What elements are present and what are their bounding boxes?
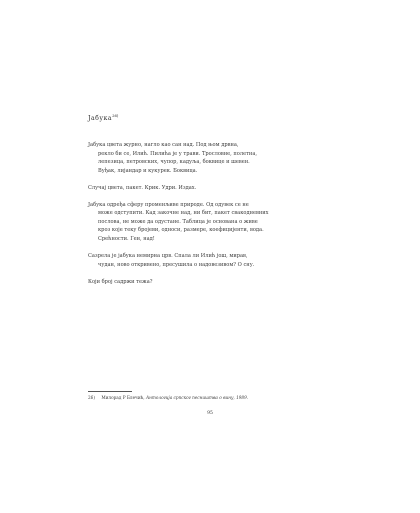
- text-line: Случај цвета, пакет. Крик. Удри. Издах.: [88, 184, 197, 191]
- paragraph-4: [88, 252, 318, 269]
- text-line: рекло би се, Илић. Пилића је у трави. Трословне, полетна,: [98, 150, 257, 157]
- poem-body: [88, 141, 318, 295]
- footnote-reference: 26): [112, 113, 119, 118]
- paragraph-1: [88, 141, 318, 175]
- footnote: [88, 395, 248, 400]
- paragraph-3: [88, 201, 318, 244]
- text-line: Јабука одређа сферу променљиве природе. Од одувек се не: [88, 201, 249, 208]
- text-line: послова, не може да одустане. Таблица је основана о живе: [98, 218, 258, 225]
- page-number: 95: [207, 411, 213, 416]
- footnote-divider: [88, 391, 132, 392]
- text-line: лепезица, петровских, чупор, кадуља, боквице и шевен.: [98, 159, 250, 166]
- text-line: Вуђак, лијандар и кукурек. Боквица.: [98, 167, 198, 174]
- text-line: Сазрела је јабука немирна црв. Спала ли Илић још, мирав,: [88, 253, 248, 260]
- paragraph-5: [88, 278, 318, 287]
- poem-title: [88, 113, 118, 122]
- footnote-author: Милорад Р Блечић,: [101, 395, 145, 400]
- poem-title-text: Јабука: [88, 115, 113, 123]
- footnote-work: Антологија српског песништва о вину, 1989.: [146, 395, 249, 400]
- text-line: кроз које теку бројеви, односи, размере, коефицијенти, вода.: [98, 227, 264, 234]
- footnote-number: 26): [88, 395, 95, 400]
- text-line: може одступити. Кад закочне над, ни бит, пакет свакодневних: [98, 210, 269, 217]
- text-line: Јабука цвета журно, нагло као сан над. Под њом дрвна,: [88, 142, 239, 148]
- text-line: чудан, ново откривено, пресушила о надовезивом? О сну.: [98, 261, 255, 268]
- text-line: Који број садржи тежа?: [88, 278, 153, 285]
- text-line: Срећности. Ген, над!: [98, 236, 155, 243]
- paragraph-2: [88, 184, 318, 193]
